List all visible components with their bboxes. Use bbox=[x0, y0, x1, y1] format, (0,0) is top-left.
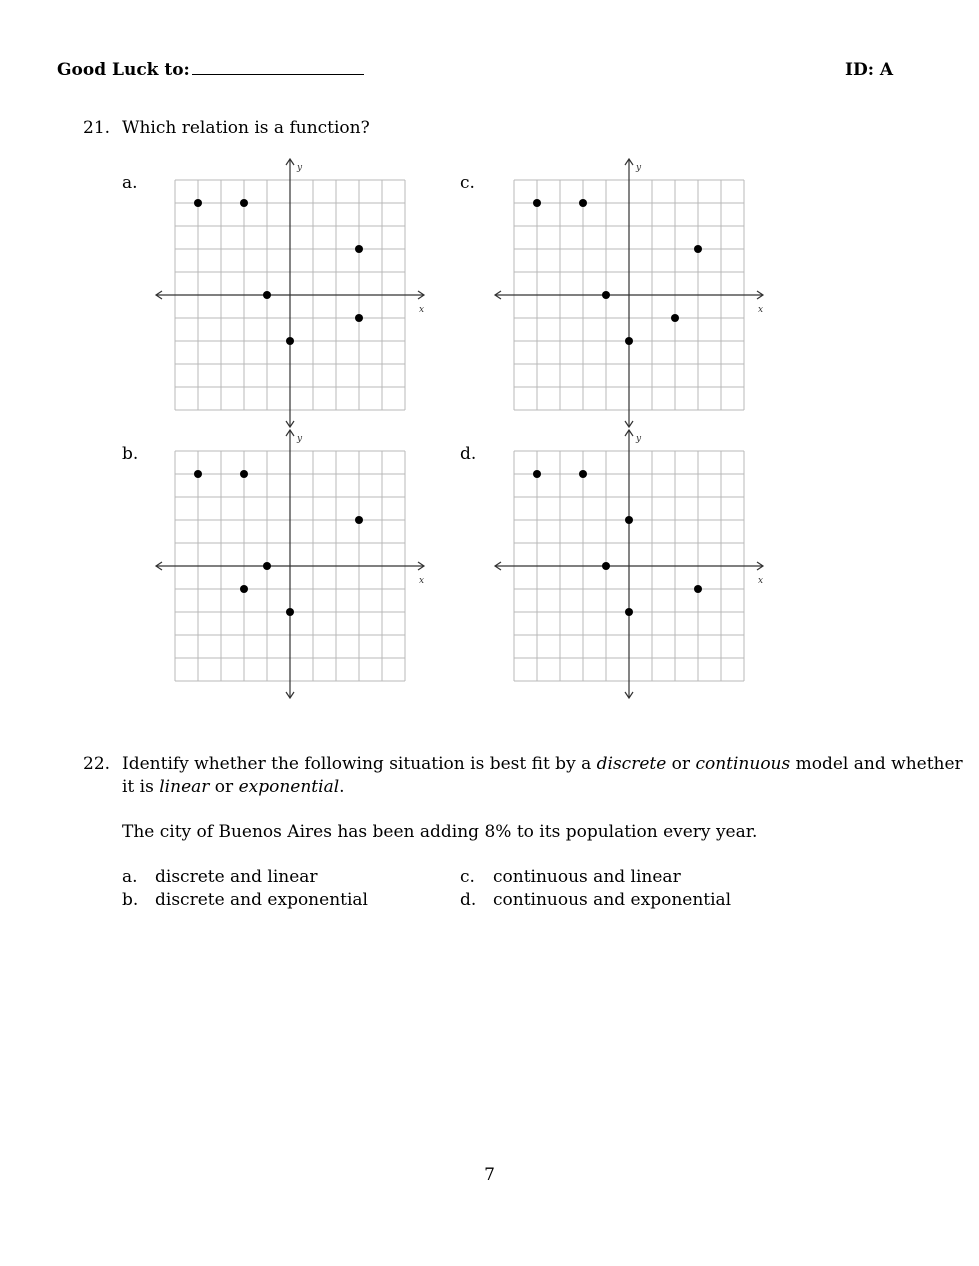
q22-text-part: model and whether bbox=[790, 754, 963, 774]
q22-option-c-letter: c. bbox=[460, 867, 475, 887]
data-point bbox=[355, 314, 363, 322]
x-axis-label: x bbox=[419, 576, 425, 586]
y-axis-label: y bbox=[636, 163, 642, 173]
data-point bbox=[579, 199, 587, 207]
q22-option-a-letter: a. bbox=[122, 867, 138, 887]
q22-option-b-text: discrete and exponential bbox=[155, 890, 368, 910]
q21-option-c-letter: c. bbox=[460, 173, 475, 193]
x-axis-label: x bbox=[419, 305, 425, 315]
page-number: 7 bbox=[484, 1165, 495, 1185]
data-point bbox=[263, 291, 271, 299]
name-blank-line[interactable] bbox=[192, 60, 364, 75]
data-point bbox=[355, 516, 363, 524]
q22-text-discrete: discrete bbox=[596, 754, 667, 774]
q21-graph-c bbox=[489, 155, 769, 445]
good-luck-text: Good Luck to: bbox=[57, 60, 190, 80]
good-luck-label bbox=[57, 60, 364, 80]
y-axis-label: y bbox=[297, 434, 303, 444]
q21-graph-a bbox=[150, 155, 430, 445]
data-point bbox=[533, 199, 541, 207]
q22-text-part: . bbox=[339, 777, 345, 797]
data-point bbox=[671, 314, 679, 322]
data-point bbox=[240, 585, 248, 593]
data-point bbox=[194, 199, 202, 207]
data-point bbox=[625, 337, 633, 345]
y-axis-label: y bbox=[297, 163, 303, 173]
data-point bbox=[533, 470, 541, 478]
data-point bbox=[602, 291, 610, 299]
q21-option-b-letter: b. bbox=[122, 444, 139, 464]
q22-option-a-text: discrete and linear bbox=[155, 867, 318, 887]
data-point bbox=[625, 516, 633, 524]
data-point bbox=[286, 608, 294, 616]
q22-option-c-text: continuous and linear bbox=[493, 867, 681, 887]
data-point bbox=[240, 470, 248, 478]
q22-text-line2 bbox=[122, 777, 345, 797]
q22-text-linear: linear bbox=[159, 777, 210, 797]
data-point bbox=[625, 608, 633, 616]
q21-graph-d bbox=[489, 426, 769, 716]
x-axis-label: x bbox=[758, 305, 764, 315]
x-axis-label: x bbox=[758, 576, 764, 586]
q22-text-exponential: exponential bbox=[238, 777, 340, 797]
q22-text-part: or bbox=[666, 754, 696, 774]
q22-text-line1 bbox=[122, 754, 963, 774]
data-point bbox=[355, 245, 363, 253]
q22-text-part: or bbox=[209, 777, 239, 797]
data-point bbox=[579, 470, 587, 478]
q21-option-d-letter: d. bbox=[460, 444, 477, 464]
q21-graph-b bbox=[150, 426, 430, 716]
q21-option-a-letter: a. bbox=[122, 173, 138, 193]
data-point bbox=[286, 337, 294, 345]
y-axis-label: y bbox=[636, 434, 642, 444]
data-point bbox=[263, 562, 271, 570]
q22-option-d-text: continuous and exponential bbox=[493, 890, 732, 910]
q21-number: 21. bbox=[83, 118, 111, 138]
data-point bbox=[694, 585, 702, 593]
q22-option-b-letter: b. bbox=[122, 890, 139, 910]
data-point bbox=[694, 245, 702, 253]
q22-scenario: The city of Buenos Aires has been adding 8% to its population every year. bbox=[122, 822, 758, 842]
q22-text-part: Identify whether the following situation is best fit by a bbox=[122, 754, 597, 774]
q22-option-d-letter: d. bbox=[460, 890, 477, 910]
data-point bbox=[602, 562, 610, 570]
q21-text: Which relation is a function? bbox=[122, 118, 370, 138]
q22-number: 22. bbox=[83, 754, 111, 774]
id-label: ID: A bbox=[845, 60, 894, 80]
data-point bbox=[194, 470, 202, 478]
q22-text-continuous: continuous bbox=[695, 754, 791, 774]
data-point bbox=[240, 199, 248, 207]
q22-text-part: it is bbox=[122, 777, 160, 797]
